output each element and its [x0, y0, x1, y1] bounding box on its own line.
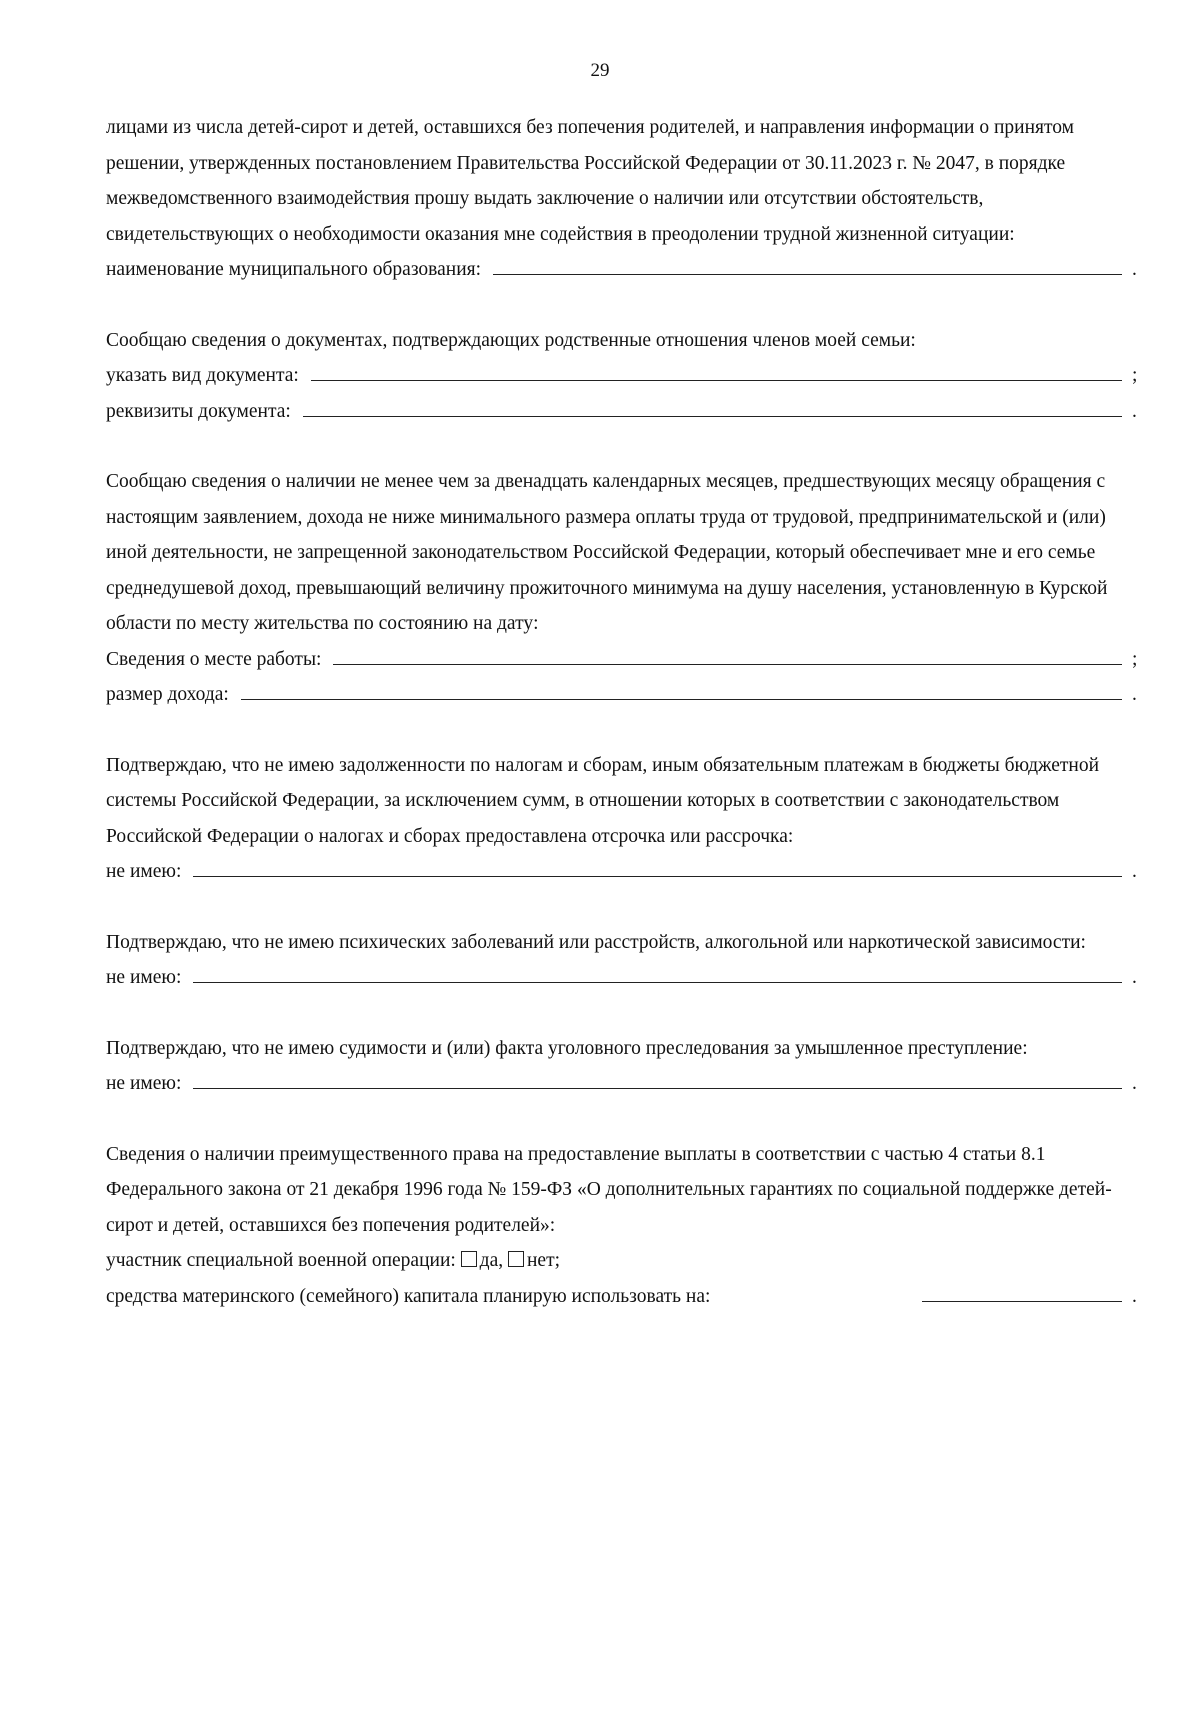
work-field-row [106, 642, 1146, 678]
no-label: нет; [527, 1250, 561, 1271]
priority-paragraph: Сведения о наличии преимущественного права на предоставление выплаты в соответствии с частью 4 статьи 8.1 Федерального закона от 21 декабря 1996 года № 159-ФЗ «О дополнительных гарантиях по социальной поддержке детей-сирот и детей, оставшихся без попечения родителей»: [106, 1143, 1112, 1236]
criminal-field-row [106, 1066, 1146, 1102]
doc-req-label: реквизиты документа: [106, 400, 291, 422]
amount-input-line[interactable] [241, 677, 1122, 700]
income-text: Сообщаю сведения о наличии не менее чем за двенадцать календарных месяцев, предшествующих месяцу обращения с настоящим заявлением, дохода не ниже минимального размера оплаты труда от трудовой, предпринимательской и (или) иной деятельности, не запрещенной законодательством Российской Федерации, который обеспечивает мне и его семье среднедушевой доход, превышающий величину прожиточного минимума на душу населения, установленную в Курской области по месту жительства по состоянию на дату [106, 471, 1108, 634]
work-label: Сведения о месте работы: [106, 648, 322, 670]
income-paragraph [106, 464, 1146, 642]
health-field-row [106, 960, 1146, 996]
doc-req-field-row [106, 394, 1146, 430]
amount-end-mark: . [1132, 684, 1137, 705]
section-gap [106, 429, 1146, 464]
yes-label: да, [479, 1250, 504, 1271]
intro-paragraph: лицами из числа детей-сирот и детей, оставшихся без попечения родителей, и направления информации о принятом решении, утвержденных постановлением Правительства Российской Федерации от 30.11.2023 г. № 2047, в порядке межведомственного взаимодействия прошу выдать заключение о наличии или отсутствии обстоятельств, свидетельствующих о необходимости оказания мне содействия в преодолении трудной жизненной ситуации: [106, 117, 1074, 245]
criminal-end-mark: . [1132, 1073, 1137, 1094]
doc-req-input-line[interactable] [303, 394, 1122, 417]
capital-field-row [106, 1279, 1146, 1315]
income-date-end-mark: : [533, 613, 539, 634]
doc-type-input-line[interactable] [311, 358, 1122, 381]
debts-paragraph: Подтверждаю, что не имею задолженности по налогам и сборам, иным обязательным платежам в бюджеты бюджетной системы Российской Федерации, за исключением сумм, в отношении которых в соответствии с законодательством Российской Федерации о налогах и сборах предоставлена отсрочка или рассрочка: [106, 754, 1100, 847]
yes-checkbox[interactable] [461, 1251, 477, 1267]
svo-row [106, 1243, 1146, 1279]
criminal-label: не имею: [106, 1073, 182, 1094]
municipality-end-mark: . [1132, 259, 1137, 280]
health-label: не имею: [106, 967, 182, 988]
municipality-field-row [106, 252, 1146, 288]
criminal-paragraph: Подтверждаю, что не имею судимости и (или) факта уголовного преследования за умышленное преступление: [106, 1037, 1028, 1059]
municipality-label: наименование муниципального образования: [106, 259, 482, 280]
municipality-input-line[interactable] [493, 252, 1122, 275]
work-end-mark: ; [1132, 648, 1138, 670]
capital-end-mark: . [1132, 1285, 1137, 1307]
debts-field-row [106, 854, 1146, 890]
section-gap [106, 996, 1146, 1031]
debts-end-mark: . [1132, 861, 1137, 882]
debts-input-line[interactable] [193, 854, 1122, 877]
work-input-line[interactable] [333, 642, 1122, 665]
page-number: 29 [590, 60, 610, 81]
section-gap [106, 713, 1146, 748]
health-input-line[interactable] [193, 960, 1122, 983]
document-body [106, 110, 1146, 1314]
debts-label: не имею: [106, 861, 182, 882]
health-end-mark: . [1132, 967, 1137, 988]
health-paragraph: Подтверждаю, что не имею психических заболеваний или расстройств, алкогольной или наркотической зависимости: [106, 931, 1086, 953]
doc-req-end-mark: . [1132, 400, 1137, 422]
relations-paragraph: Сообщаю сведения о документах, подтверждающих родственные отношения членов моей семьи: [106, 329, 916, 351]
doc-type-field-row [106, 358, 1146, 394]
criminal-input-line[interactable] [193, 1066, 1122, 1089]
capital-input-line[interactable] [922, 1279, 1122, 1302]
amount-label: размер дохода: [106, 684, 229, 705]
doc-type-label: указать вид документа: [106, 365, 299, 386]
svo-label: участник специальной военной операции: [106, 1250, 456, 1271]
no-checkbox[interactable] [508, 1251, 524, 1267]
doc-type-end-mark: ; [1132, 365, 1138, 386]
section-gap [106, 288, 1146, 323]
capital-label: средства материнского (семейного) капитала планирую использовать на: [106, 1285, 711, 1307]
section-gap [106, 1102, 1146, 1137]
section-gap [106, 890, 1146, 925]
amount-field-row [106, 677, 1146, 713]
